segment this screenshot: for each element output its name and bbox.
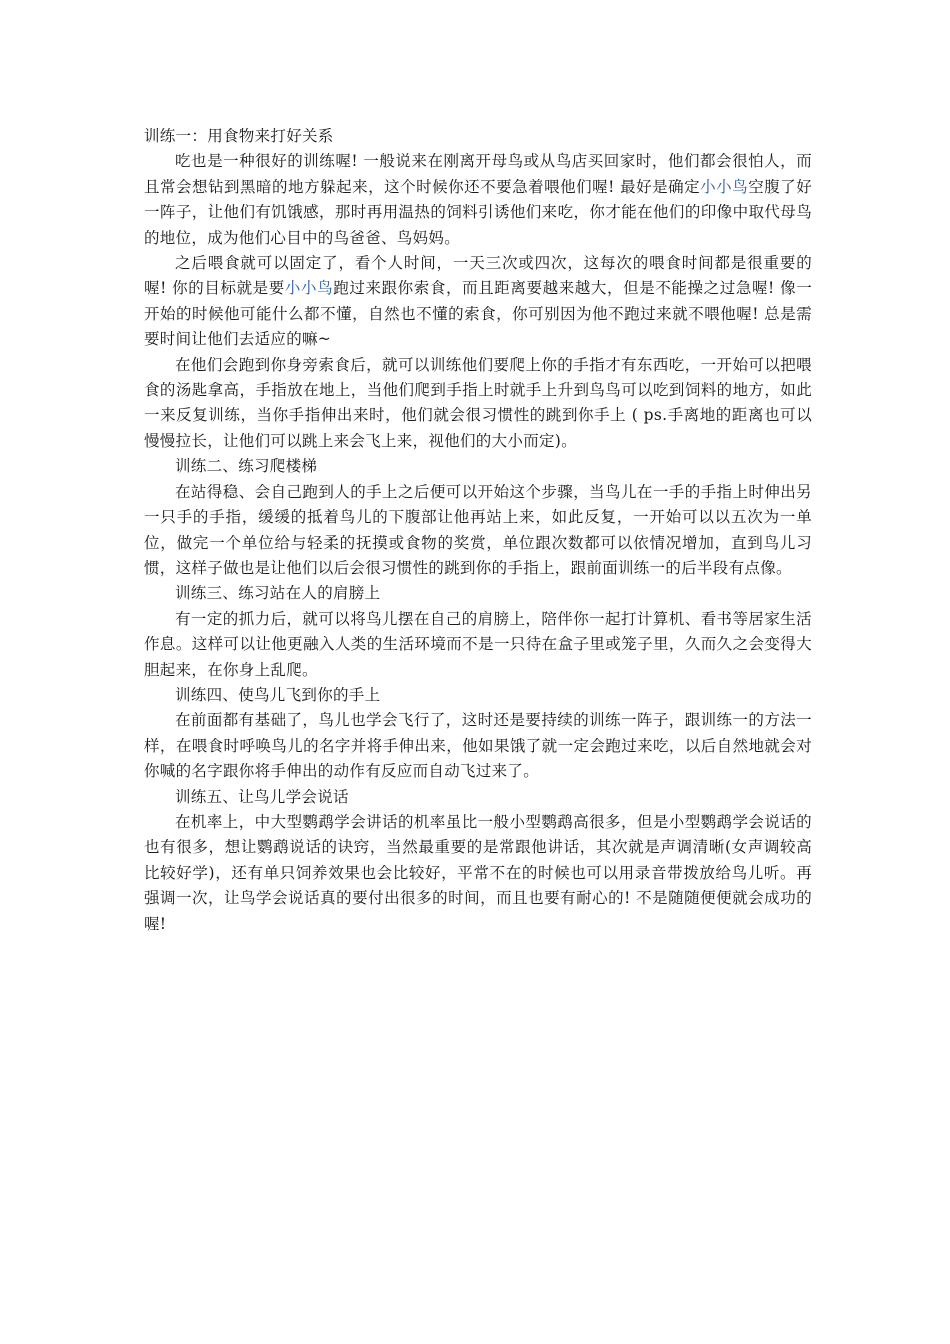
paragraph-2-text-b: 跑过来跟你索食，而且距离要越来越大，但是不能操之过急喔! 像一开始的时候他可能什么都不懂，自然也不懂的索食，你可别因为他不跑过来就不喂他喔! 总是需要时间让他们去适应的嘛~ xyxy=(144,279,813,349)
paragraph-3: 在他们会跑到你身旁索食后，就可以训练他们要爬上你的手指才有东西吃，一开始可以把喂食的汤匙拿高，手指放在地上，当他们爬到手指上时就手上升到鸟鸟可以吃到饲料的地方，如此一来反复训练，当你手指伸出来时，他们就会很习惯性的跳到你手上 ( ps.手离地的距离也可以慢慢拉长，让他们可以跳上来会飞上来，视他们的大小而定)。 xyxy=(144,355,812,450)
paragraph-2 xyxy=(144,251,812,353)
bird-link[interactable]: 小小鸟 xyxy=(284,279,334,298)
section-heading-4: 训练四、使鸟儿飞到你的手上 xyxy=(175,685,381,704)
paragraph-2-text-a: 之后喂食就可以固定了，看个人时间，一天三次或四次，这每次的喂食时间都是很重要的喔! 你的目标就是要 xyxy=(144,254,812,298)
paragraph-1-text-b: 空腹了好一阵子，让他们有饥饿感，那时再用温热的饲料引诱他们来吃，你才能在他们的印像中取代母鸟的地位，成为他们心目中的鸟爸爸、鸟妈妈。 xyxy=(144,177,813,247)
document-body xyxy=(144,124,812,937)
section-heading-2: 训练二、练习爬楼梯 xyxy=(175,457,318,476)
section-heading-1: 训练一：用食物来打好关系 xyxy=(144,127,334,145)
paragraph-7: 在机率上，中大型鹦鹉学会讲话的机率虽比一般小型鹦鹉高很多，但是小型鹦鹉学会说话的也有很多，想让鹦鹉说话的诀窍，当然最重要的是常跟他讲话，其次就是声调清晰(女声调较高比较好学)，还有单只饲养效果也会比较好，平常不在的时候也可以用录音带拨放给鸟儿听。再强调一次，让鸟学会说话真的要付出很多的时间，而且也要有耐心的! 不是随随便便就会成功的喔! xyxy=(144,812,812,933)
paragraph-6: 在前面都有基础了，鸟儿也学会飞行了，这时还是要持续的训练一阵子，跟训练一的方法一样，在喂食时呼唤鸟儿的名字并将手伸出来，他如果饿了就一定会跑过来吃，以后自然地就会对你喊的名字跟你将手伸出的动作有反应而自动飞过来了。 xyxy=(144,711,812,781)
section-heading-3: 训练三、练习站在人的肩膀上 xyxy=(175,584,381,603)
section-heading-5: 训练五、让鸟儿学会说话 xyxy=(175,787,349,806)
bird-link[interactable]: 小小鸟 xyxy=(700,177,749,196)
paragraph-1 xyxy=(144,149,812,251)
paragraph-1-text-a: 吃也是一种很好的训练喔! 一般说来在刚离开母鸟或从鸟店买回家时，他们都会很怕人，而且常会想钻到黑暗的地方躲起来，这个时候你还不要急着喂他们喔! 最好是确定 xyxy=(144,152,812,196)
paragraph-5: 有一定的抓力后，就可以将鸟儿摆在自己的肩膀上，陪伴你一起打计算机、看书等居家生活作息。这样可以让他更融入人类的生活环境而不是一只待在盒子里或笼子里，久而久之会变得大胆起来，在你身上乱爬。 xyxy=(144,609,812,679)
paragraph-4: 在站得稳、会自己跑到人的手上之后便可以开始这个步骤，当鸟儿在一手的手指上时伸出另一只手的手指，缓缓的抵着鸟儿的下腹部让他再站上来，如此反复，一开始可以以五次为一单位，做完一个单位给与轻柔的抚摸或食物的奖赏，单位跟次数都可以依情况增加，直到鸟儿习惯，这样子做也是让他们以后会很习惯性的跳到你的手指上，跟前面训练一的后半段有点像。 xyxy=(144,482,812,577)
